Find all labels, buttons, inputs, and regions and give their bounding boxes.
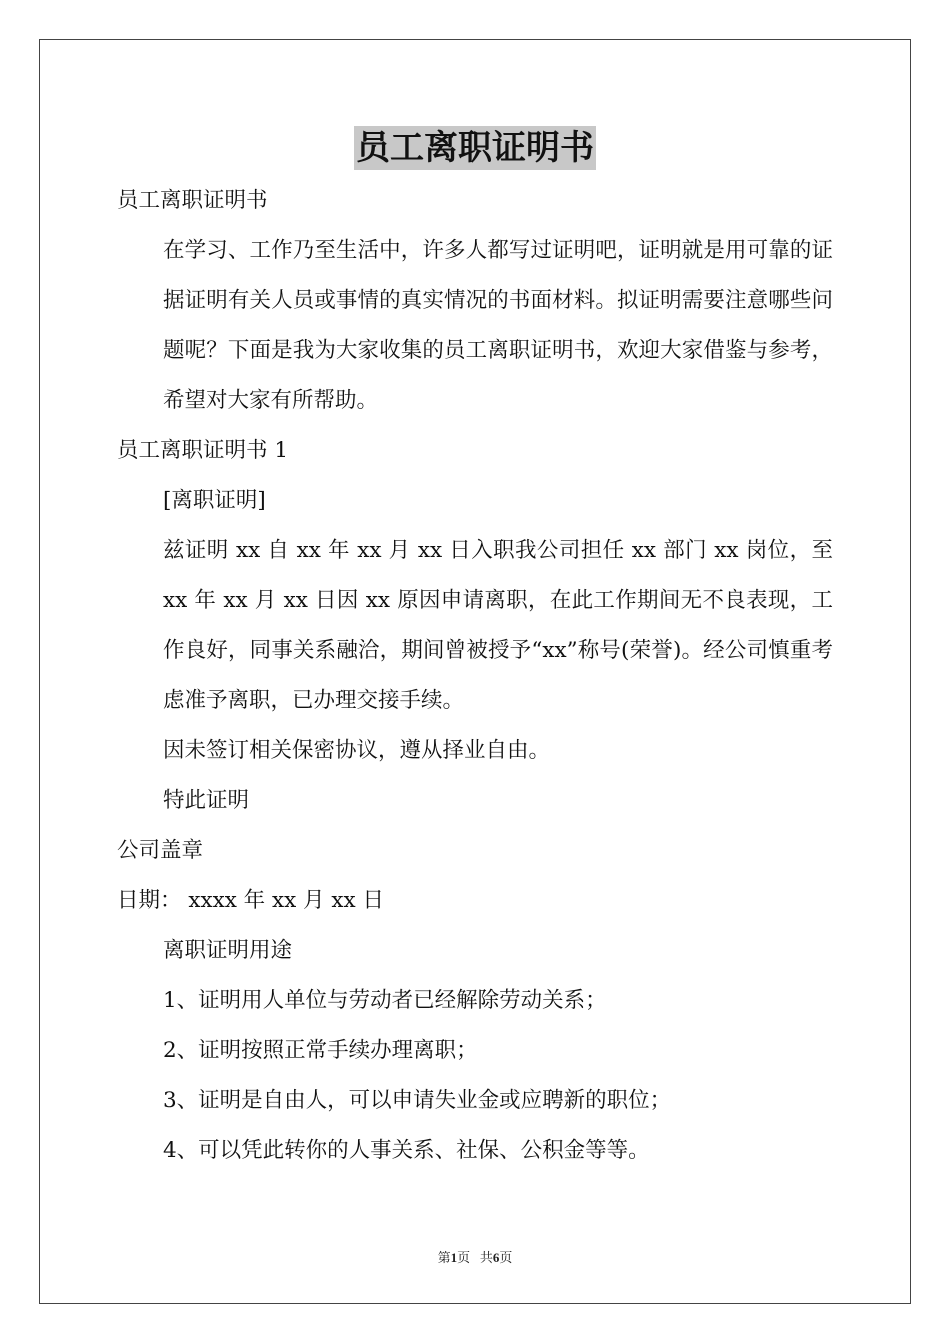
certificate-body: 兹证明 xx 自 xx 年 xx 月 xx 日入职我公司担任 xx 部门 xx 岗位，至 xx 年 xx 月 xx 日因 xx 原因申请离职，在此工作期间无不良表现，工作良好，同事关系融洽，期间曾被授予“xx”称号(荣誉)。经公司慎重考虑准予离职，已办理交接手续。 — [163, 538, 833, 713]
current-page-number: 1 — [450, 1250, 458, 1265]
usage-item: 3、证明是自由人，可以申请失业金或应聘新的职位； — [163, 1088, 672, 1113]
usage-item: 2、证明按照正常手续办理离职； — [163, 1038, 478, 1063]
document-title-wrapper — [0, 124, 950, 172]
footer-mid: 页 共 — [457, 1250, 493, 1265]
confidentiality-note: 因未签订相关保密协议，遵从择业自由。 — [163, 738, 551, 763]
document-body — [117, 176, 833, 1176]
company-seal: 公司盖章 — [117, 838, 204, 863]
footer-prefix: 第 — [437, 1250, 451, 1265]
hereby-certify: 特此证明 — [163, 788, 250, 813]
usage-item: 1、证明用人单位与劳动者已经解除劳动关系； — [163, 988, 607, 1013]
usage-heading: 离职证明用途 — [163, 938, 293, 963]
subtitle: 员工离职证明书 — [117, 188, 268, 213]
usage-item: 4、可以凭此转你的人事关系、社保、公积金等等。 — [163, 1138, 650, 1163]
page-footer — [0, 1247, 950, 1266]
date-line: 日期： xxxx 年 xx 月 xx 日 — [117, 888, 385, 913]
intro-paragraph: 在学习、工作乃至生活中，许多人都写过证明吧，证明就是用可靠的证据证明有关人员或事情的真实情况的书面材料。拟证明需要注意哪些问题呢？下面是我为大家收集的员工离职证明书，欢迎大家借鉴与参考，希望对大家有所帮助。 — [163, 238, 833, 413]
total-page-number: 6 — [492, 1250, 500, 1265]
section-heading: 员工离职证明书 1 — [117, 438, 289, 463]
document-title: 员工离职证明书 — [356, 128, 594, 168]
certificate-label: [离职证明] — [163, 488, 266, 513]
footer-suffix: 页 — [499, 1250, 513, 1265]
